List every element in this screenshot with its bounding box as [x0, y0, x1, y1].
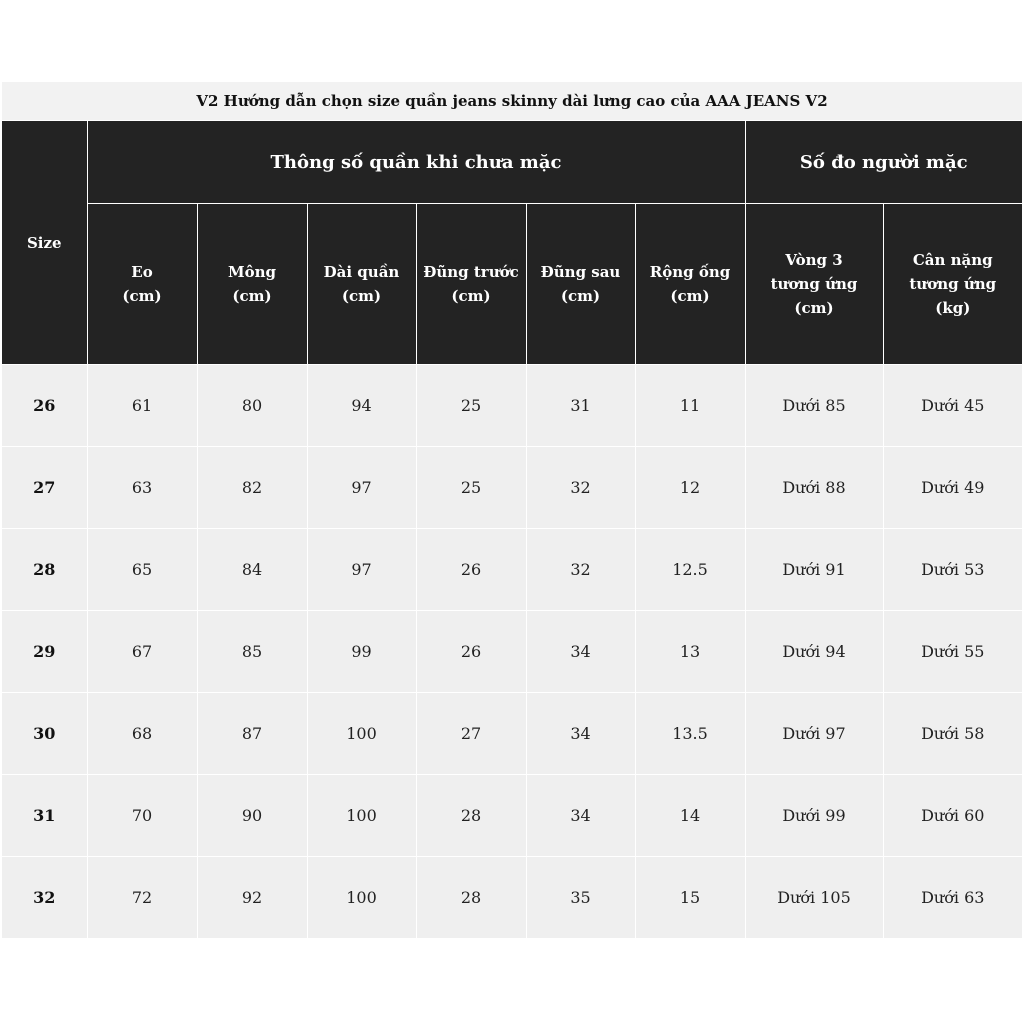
- cell-mong: 84: [197, 529, 307, 611]
- cell-rong-ong: 12.5: [635, 529, 745, 611]
- cell-dung-truoc: 27: [416, 693, 526, 775]
- cell-dung-sau: 32: [526, 529, 635, 611]
- cell-dai-quan: 100: [307, 775, 416, 857]
- header-dai-quan: [307, 204, 416, 365]
- cell-dung-truoc: 25: [416, 447, 526, 529]
- cell-vong-3: Dưới 94: [745, 611, 883, 693]
- cell-dung-truoc: 28: [416, 775, 526, 857]
- cell-mong: 92: [197, 857, 307, 939]
- cell-rong-ong: 15: [635, 857, 745, 939]
- header-size: Size: [2, 121, 87, 365]
- cell-eo: 61: [87, 365, 197, 447]
- cell-rong-ong: 11: [635, 365, 745, 447]
- size-cell: 27: [2, 447, 87, 529]
- cell-dai-quan: 97: [307, 447, 416, 529]
- table-row: [2, 365, 1022, 447]
- header-line: (cm): [670, 287, 710, 305]
- cell-eo: 72: [87, 857, 197, 939]
- cell-dung-sau: 34: [526, 775, 635, 857]
- size-cell: 26: [2, 365, 87, 447]
- cell-dai-quan: 94: [307, 365, 416, 447]
- cell-dung-sau: 31: [526, 365, 635, 447]
- cell-dai-quan: 100: [307, 693, 416, 775]
- header-line: tương ứng: [909, 275, 997, 293]
- cell-mong: 85: [197, 611, 307, 693]
- header-rong-ong: [635, 204, 745, 365]
- header-line: (cm): [451, 287, 491, 305]
- header-dung-sau: [526, 204, 635, 365]
- header-line: Eo: [131, 263, 153, 281]
- cell-mong: 80: [197, 365, 307, 447]
- header-dung-truoc: [416, 204, 526, 365]
- cell-dung-truoc: 26: [416, 529, 526, 611]
- header-can-nang: [883, 204, 1022, 365]
- table-row: [2, 775, 1022, 857]
- table-row: [2, 857, 1022, 939]
- header-line: Mông: [227, 263, 276, 281]
- header-line: Cân nặng: [912, 251, 993, 269]
- size-cell: 30: [2, 693, 87, 775]
- size-cell: 31: [2, 775, 87, 857]
- cell-vong-3: Dưới 105: [745, 857, 883, 939]
- cell-vong-3: Dưới 85: [745, 365, 883, 447]
- header-line: Dài quần: [323, 263, 400, 281]
- cell-dung-sau: 34: [526, 693, 635, 775]
- size-cell: 32: [2, 857, 87, 939]
- header-mong: [197, 204, 307, 365]
- cell-mong: 90: [197, 775, 307, 857]
- cell-eo: 63: [87, 447, 197, 529]
- cell-vong-3: Dưới 97: [745, 693, 883, 775]
- cell-eo: 68: [87, 693, 197, 775]
- cell-dung-sau: 32: [526, 447, 635, 529]
- header-vong-3: [745, 204, 883, 365]
- table-title: V2 Hướng dẫn chọn size quần jeans skinny dài lưng cao của AAA JEANS V2: [2, 82, 1022, 121]
- header-line: (cm): [341, 287, 382, 305]
- cell-can-nang: Dưới 63: [883, 857, 1022, 939]
- cell-can-nang: Dưới 58: [883, 693, 1022, 775]
- header-line: Rộng ống: [649, 263, 731, 281]
- cell-eo: 70: [87, 775, 197, 857]
- cell-can-nang: Dưới 60: [883, 775, 1022, 857]
- header-line: Đũng sau: [540, 263, 621, 281]
- cell-dung-truoc: 25: [416, 365, 526, 447]
- cell-can-nang: Dưới 45: [883, 365, 1022, 447]
- size-cell: 28: [2, 529, 87, 611]
- table-row: [2, 611, 1022, 693]
- header-line: (cm): [232, 287, 272, 305]
- table-row: [2, 447, 1022, 529]
- cell-dung-truoc: 26: [416, 611, 526, 693]
- cell-dai-quan: 100: [307, 857, 416, 939]
- header-group-garment: Thông số quần khi chưa mặc: [87, 121, 745, 204]
- cell-dai-quan: 97: [307, 529, 416, 611]
- table-row: [2, 529, 1022, 611]
- size-table: [2, 82, 1022, 939]
- table-row: [2, 693, 1022, 775]
- cell-dung-sau: 35: [526, 857, 635, 939]
- cell-mong: 82: [197, 447, 307, 529]
- header-group-body: Số đo người mặc: [745, 121, 1022, 204]
- cell-rong-ong: 13.5: [635, 693, 745, 775]
- cell-can-nang: Dưới 55: [883, 611, 1022, 693]
- header-line: (cm): [794, 299, 834, 317]
- cell-eo: 65: [87, 529, 197, 611]
- header-line: (cm): [122, 287, 162, 305]
- cell-vong-3: Dưới 99: [745, 775, 883, 857]
- header-line: (cm): [560, 287, 601, 305]
- header-line: (kg): [935, 299, 971, 317]
- header-line: Vòng 3: [785, 251, 843, 269]
- cell-dung-truoc: 28: [416, 857, 526, 939]
- cell-vong-3: Dưới 91: [745, 529, 883, 611]
- header-eo: [87, 204, 197, 365]
- cell-mong: 87: [197, 693, 307, 775]
- header-line: tương ứng: [770, 275, 858, 293]
- header-line: Đũng trước: [423, 263, 519, 281]
- cell-vong-3: Dưới 88: [745, 447, 883, 529]
- cell-can-nang: Dưới 49: [883, 447, 1022, 529]
- subheader-row: [2, 204, 1022, 365]
- cell-eo: 67: [87, 611, 197, 693]
- cell-dung-sau: 34: [526, 611, 635, 693]
- cell-rong-ong: 12: [635, 447, 745, 529]
- size-guide: [2, 82, 1022, 939]
- cell-dai-quan: 99: [307, 611, 416, 693]
- size-cell: 29: [2, 611, 87, 693]
- cell-rong-ong: 13: [635, 611, 745, 693]
- cell-can-nang: Dưới 53: [883, 529, 1022, 611]
- cell-rong-ong: 14: [635, 775, 745, 857]
